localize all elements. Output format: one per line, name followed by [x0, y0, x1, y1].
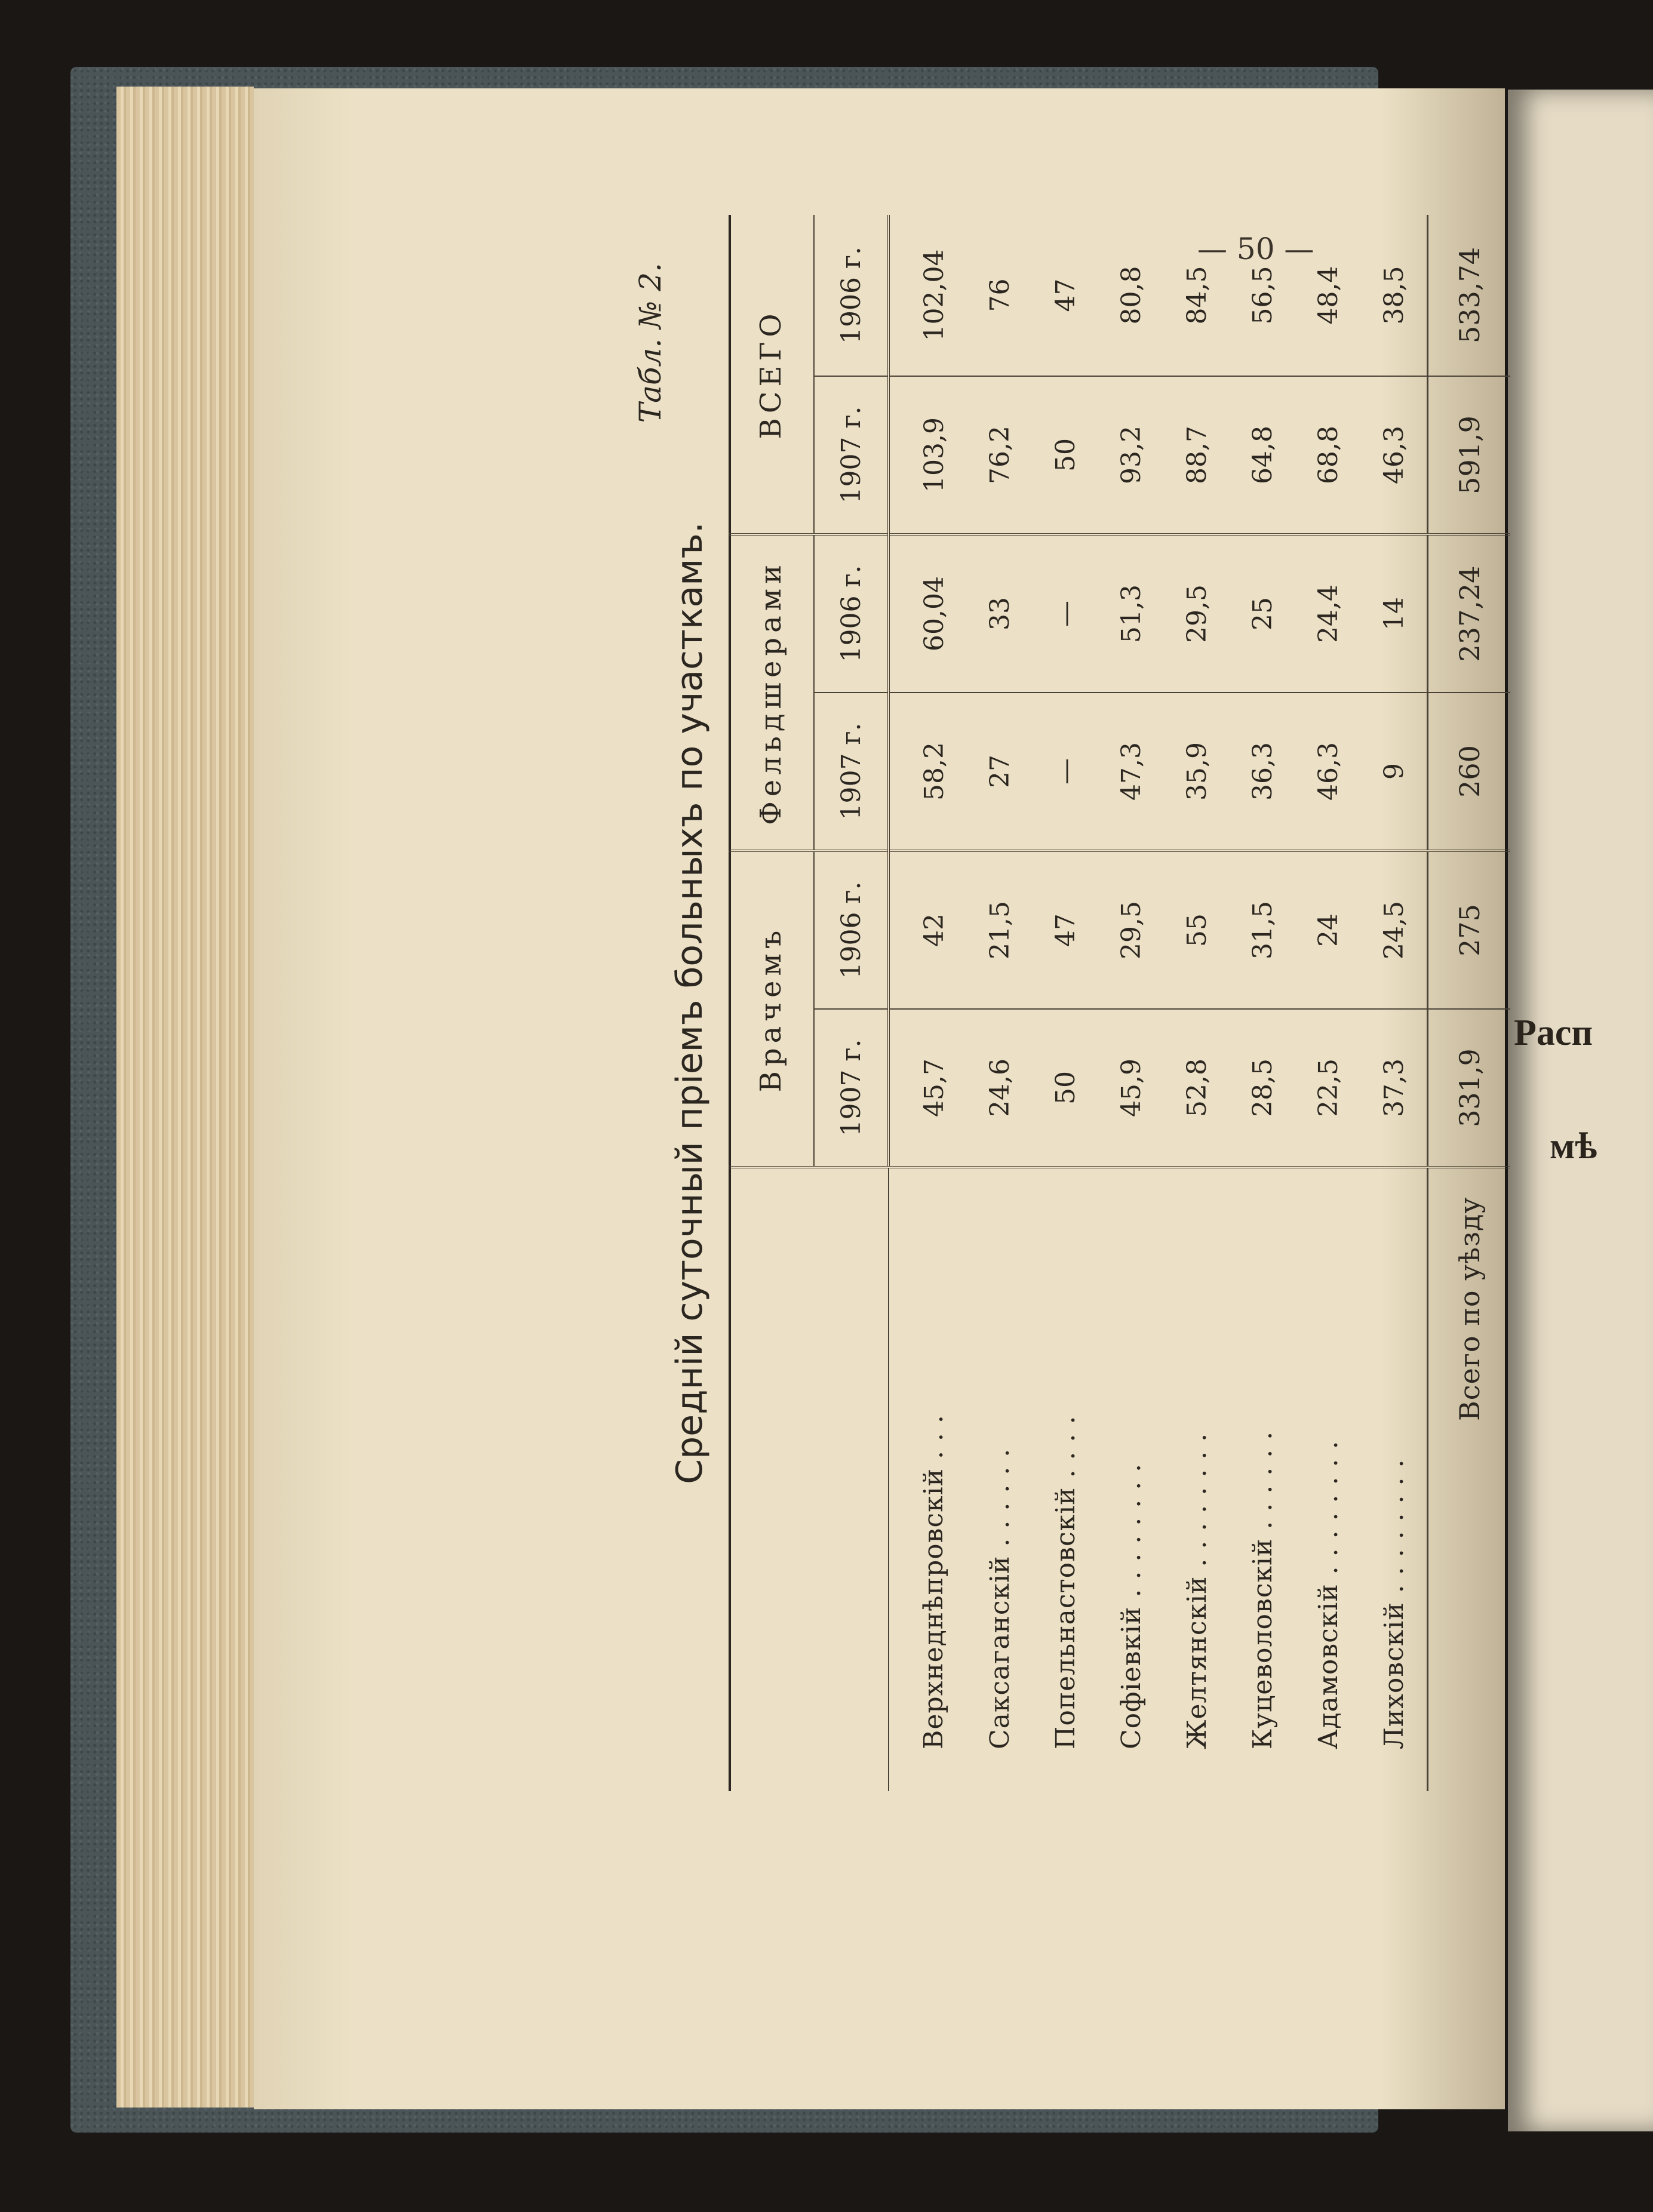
table-cell: 46,3	[1295, 693, 1361, 851]
table-cell: 36,3	[1230, 693, 1295, 851]
year-header: 1907 г.	[814, 376, 889, 534]
table-cell: 28,5	[1230, 1009, 1295, 1167]
table-cell: 33	[967, 534, 1033, 693]
table-cell: 9	[1361, 693, 1428, 851]
table-cell: 76,2	[967, 376, 1033, 534]
district-name: Верхнеднѣпровскій . . .	[889, 1167, 967, 1791]
table-title: Средній суточный пріемъ больныхъ по участкамъ.	[669, 522, 711, 1484]
table-cell: 47,3	[1098, 693, 1164, 851]
table-cell: —	[1033, 534, 1098, 693]
table-cell: 22,5	[1295, 1009, 1361, 1167]
district-name: Куцеволовскій . . . . . .	[1230, 1167, 1295, 1791]
header-corner	[729, 1167, 889, 1791]
table-cell: 24,6	[967, 1009, 1033, 1167]
table-row	[1230, 215, 1295, 1791]
district-name: Саксаганскій . . . . . .	[967, 1167, 1033, 1791]
district-name: Софіевкій . . . . . . . .	[1098, 1167, 1164, 1791]
table-cell: 88,7	[1164, 376, 1230, 534]
statistics-table	[729, 215, 1510, 1791]
group-header-total: ВСЕГО	[729, 215, 814, 534]
year-header: 1906 г.	[814, 534, 889, 693]
district-name: Попельнастовскій . . . .	[1033, 1167, 1098, 1791]
group-header-doctors: Врачемъ	[729, 851, 814, 1167]
district-name: Адамовскій . . . . . . . .	[1295, 1167, 1361, 1791]
year-header: 1907 г.	[814, 1009, 889, 1167]
table-cell: 51,3	[1098, 534, 1164, 693]
group-header-feldshers: Фельдшерами	[729, 534, 814, 851]
table-cell: 50	[1033, 376, 1098, 534]
page-edges	[116, 87, 254, 2108]
table-cell: 46,3	[1361, 376, 1428, 534]
total-cell: 237,24	[1428, 534, 1511, 693]
table-cell: 52,8	[1164, 1009, 1230, 1167]
total-cell: 591,9	[1428, 376, 1511, 534]
right-page-line1: Расп	[1514, 1013, 1593, 1053]
table-cell: 21,5	[967, 851, 1033, 1009]
table-cell: 84,5	[1164, 215, 1230, 376]
table-cell: 24,4	[1295, 534, 1361, 693]
table-row	[1361, 215, 1428, 1791]
table-row	[1033, 215, 1098, 1791]
table-cell: 93,2	[1098, 376, 1164, 534]
table-cell: 47	[1033, 215, 1098, 376]
table-row	[1098, 215, 1164, 1791]
table-cell: 80,8	[1098, 215, 1164, 376]
table-cell: 42	[889, 851, 967, 1009]
table-cell: 76	[967, 215, 1033, 376]
table-row	[967, 215, 1033, 1791]
table-row	[1295, 215, 1361, 1791]
table-cell: 103,9	[889, 376, 967, 534]
table-cell: 60,04	[889, 534, 967, 693]
right-page-line2: мѣ	[1550, 1126, 1597, 1167]
table-cell: 58,2	[889, 693, 967, 851]
table-cell: 48,4	[1295, 215, 1361, 376]
table-cell: —	[1033, 693, 1098, 851]
district-name: Лиховскій . . . . . . . .	[1361, 1167, 1428, 1791]
year-header: 1907 г.	[814, 693, 889, 851]
table-row	[1164, 215, 1230, 1791]
total-row	[1428, 215, 1511, 1791]
table-cell: 35,9	[1164, 693, 1230, 851]
rotated-table-block	[633, 215, 1493, 1791]
year-header: 1906 г.	[814, 215, 889, 376]
total-cell: 331,9	[1428, 1009, 1511, 1167]
table-cell: 50	[1033, 1009, 1098, 1167]
group-header-row	[729, 215, 814, 1791]
table-cell: 45,7	[889, 1009, 967, 1167]
table-row	[889, 215, 967, 1791]
table-cell: 31,5	[1230, 851, 1295, 1009]
year-header: 1906 г.	[814, 851, 889, 1009]
table-cell: 56,5	[1230, 215, 1295, 376]
table-cell: 55	[1164, 851, 1230, 1009]
right-page	[1508, 90, 1653, 2131]
table-cell: 47	[1033, 851, 1098, 1009]
table-cell: 24	[1295, 851, 1361, 1009]
total-cell: 533,74	[1428, 215, 1511, 376]
table-cell: 29,5	[1164, 534, 1230, 693]
table-cell: 68,8	[1295, 376, 1361, 534]
total-label: Всего по уѣзду	[1428, 1167, 1511, 1791]
table-caption: Табл. № 2.	[633, 263, 668, 423]
table-cell: 29,5	[1098, 851, 1164, 1009]
table-cell: 24,5	[1361, 851, 1428, 1009]
table-cell: 27	[967, 693, 1033, 851]
table-cell: 64,8	[1230, 376, 1295, 534]
total-cell: 260	[1428, 693, 1511, 851]
total-cell: 275	[1428, 851, 1511, 1009]
district-name: Желтянскій . . . . . . . .	[1164, 1167, 1230, 1791]
page-number: — 50 —	[1197, 232, 1314, 266]
table-cell: 102,04	[889, 215, 967, 376]
table-cell: 38,5	[1361, 215, 1428, 376]
table-cell: 37,3	[1361, 1009, 1428, 1167]
table-cell: 25	[1230, 534, 1295, 693]
table-cell: 14	[1361, 534, 1428, 693]
table-cell: 45,9	[1098, 1009, 1164, 1167]
